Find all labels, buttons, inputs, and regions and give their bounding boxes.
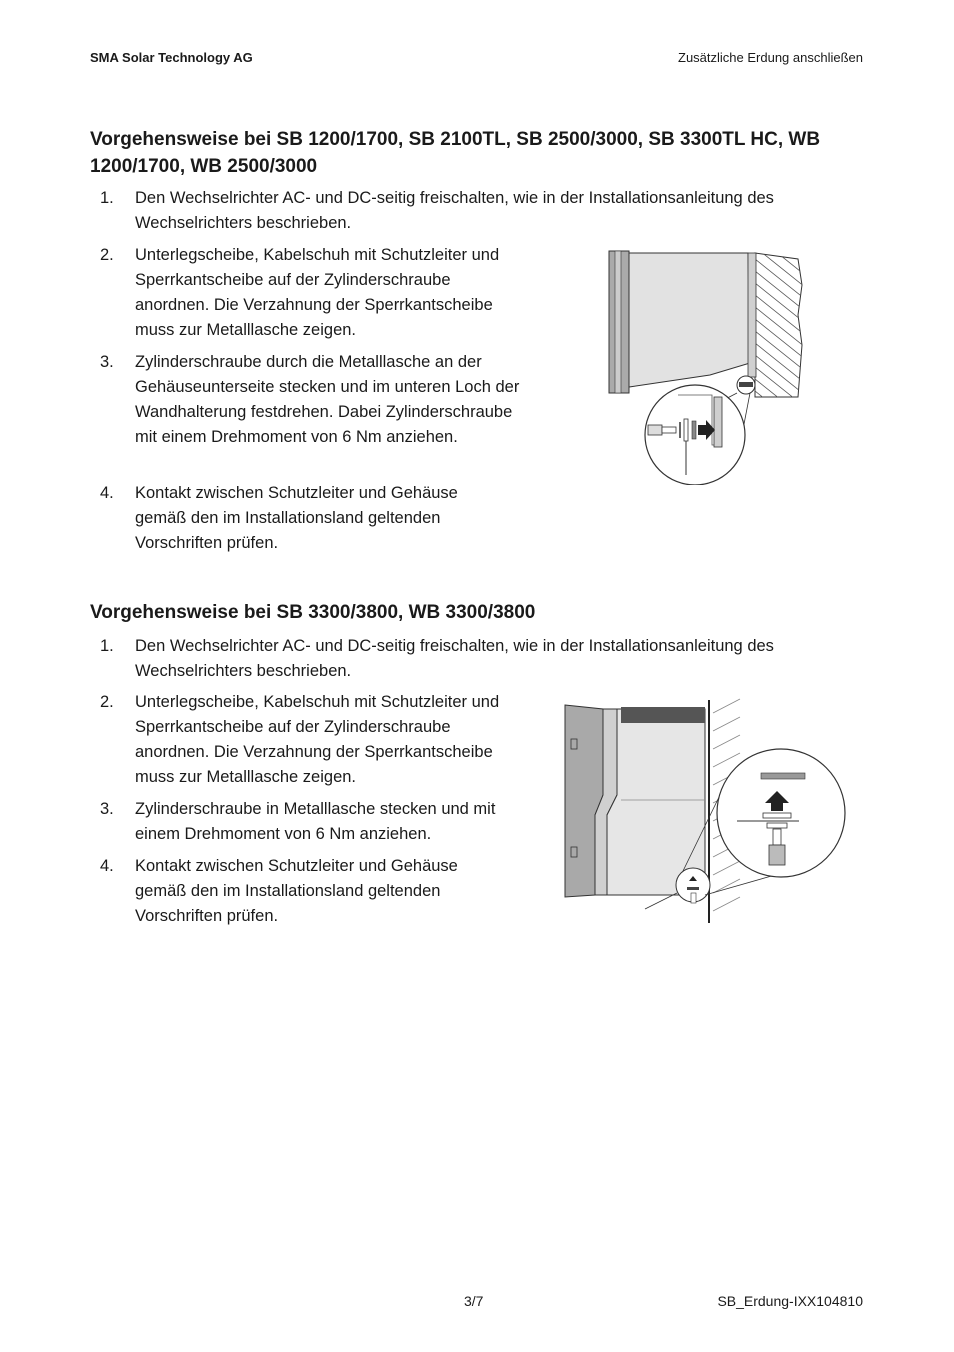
step-number: 4. bbox=[100, 484, 114, 502]
header-company: SMA Solar Technology AG bbox=[90, 50, 253, 65]
step-number: 4. bbox=[100, 857, 114, 875]
section-2-title: Vorgehensweise bei SB 3300/3800, WB 3300/3800 bbox=[90, 602, 536, 623]
step-number: 2. bbox=[100, 693, 114, 711]
step-text: Kontakt zwischen Schutzleiter und Gehäuse gemäß den im Installationsland geltenden Vorschriften prüfen. bbox=[135, 484, 458, 552]
step-text: Unterlegscheibe, Kabelschuh mit Schutzleiter und Sperrkantscheibe auf der Zylinderschraube anordnen. Die Verzahnung der Sperrkantscheibe muss zur Metalllasche zeigen. bbox=[135, 693, 500, 786]
step-text: Zylinderschraube durch die Metalllasche an der Gehäuseunterseite stecken und im unteren Loch der Wandhalterung festdrehen. Dabei Zylinderschraube mit einem Drehmoment von 6 Nm anziehen. bbox=[135, 353, 520, 446]
step-text: Unterlegscheibe, Kabelschuh mit Schutzleiter und Sperrkantscheibe auf der Zylinderschraube anordnen. Die Verzahnung der Sperrkantscheibe muss zur Metalllasche zeigen. bbox=[135, 246, 500, 339]
step-text: Den Wechselrichter AC- und DC-seitig freischalten, wie in der Installationsanleitung des Wechselrichters beschrieben. bbox=[135, 189, 774, 232]
step-number: 3. bbox=[100, 800, 114, 818]
step-number: 1. bbox=[100, 189, 114, 207]
step-text: Den Wechselrichter AC- und DC-seitig freischalten, wie in der Installationsanleitung des Wechselrichters beschrieben. bbox=[135, 637, 774, 680]
document-id: SB_Erdung-IXX104810 bbox=[717, 1293, 863, 1309]
step-number: 1. bbox=[100, 637, 114, 655]
grounding-illustration-2 bbox=[555, 695, 855, 930]
page-number: 3/7 bbox=[464, 1293, 484, 1309]
section-1-title: Vorgehensweise bei SB 1200/1700, SB 2100TL, SB 2500/3000, SB 3300TL HC, WB 1200/1700, WB 2500/3000 bbox=[90, 129, 821, 177]
step-text: Zylinderschraube in Metalllasche stecken und mit einem Drehmoment von 6 Nm anziehen. bbox=[135, 800, 496, 843]
step-number: 3. bbox=[100, 353, 114, 371]
header-section-title: Zusätzliche Erdung anschließen bbox=[678, 50, 863, 65]
grounding-illustration-1 bbox=[600, 245, 810, 485]
step-number: 2. bbox=[100, 246, 114, 264]
step-text: Kontakt zwischen Schutzleiter und Gehäuse gemäß den im Installationsland geltenden Vorschriften prüfen. bbox=[135, 857, 458, 925]
